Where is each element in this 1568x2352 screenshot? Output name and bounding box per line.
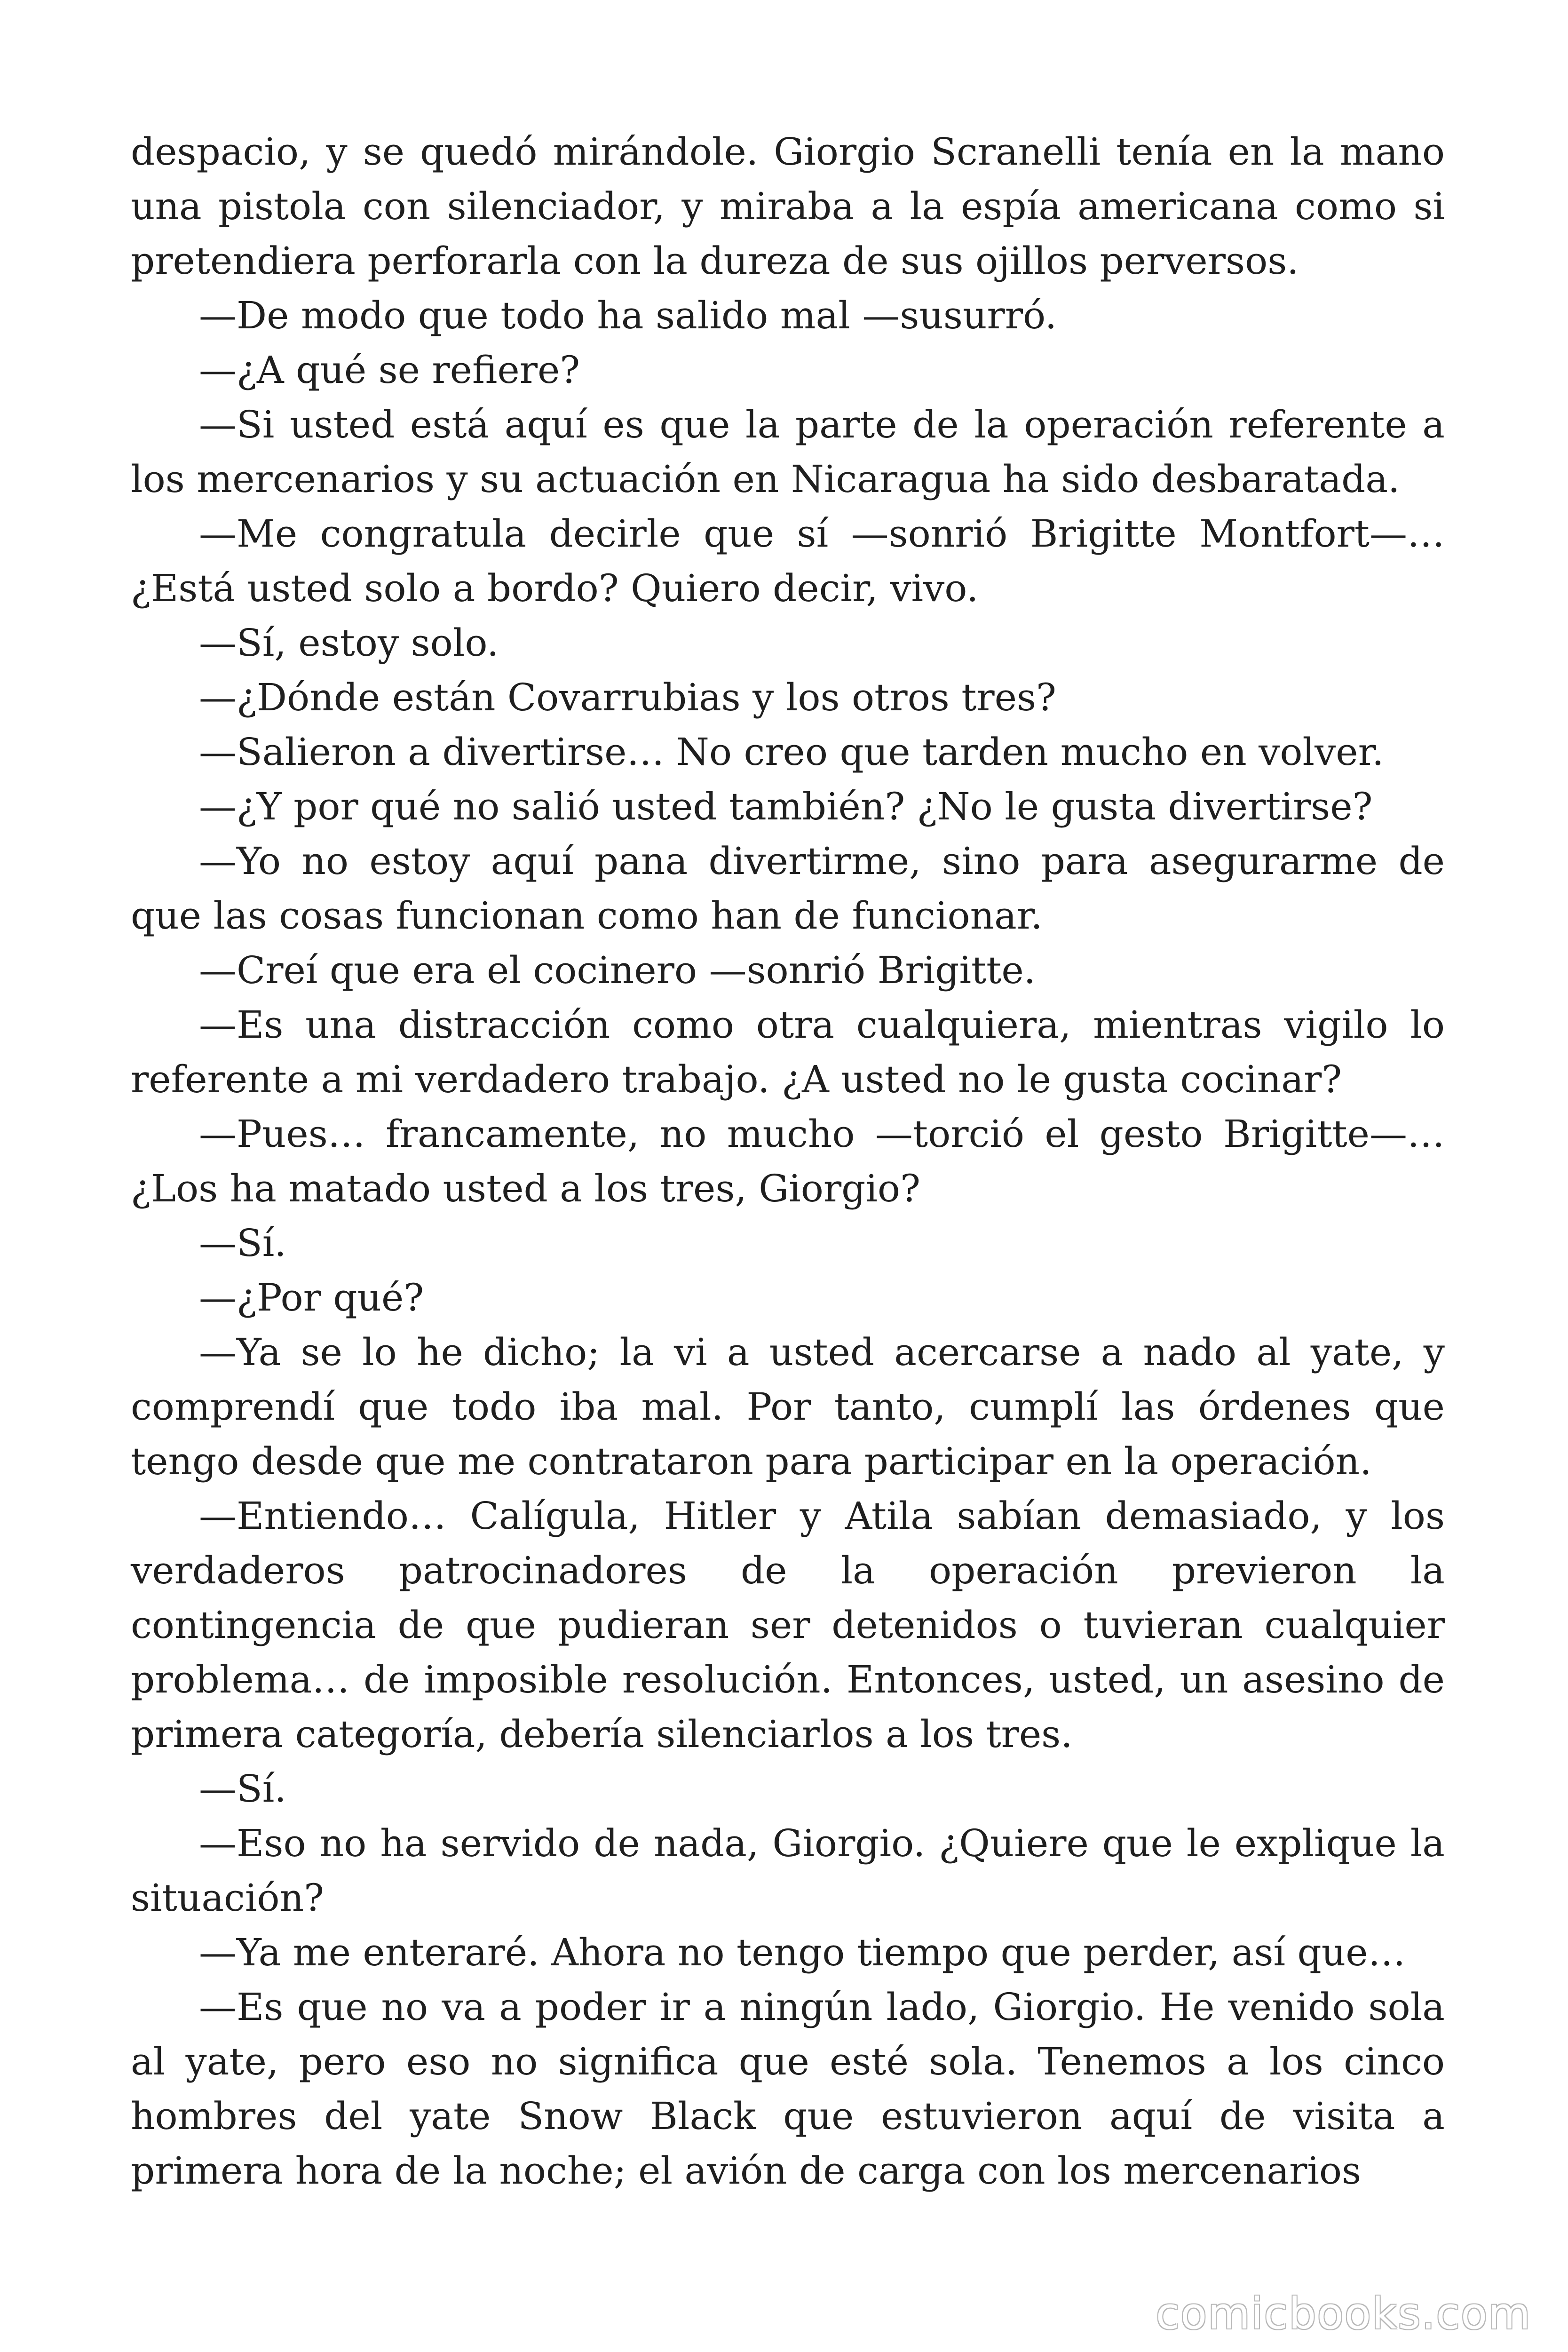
watermark: comicbooks.com	[1156, 2288, 1531, 2339]
paragraph-13: —Pues… francamente, no mucho —torció el gesto Brigitte—… ¿Los ha matado usted a los tres, Giorgio?	[131, 1112, 1445, 1210]
paragraph-12: —Es una distracción como otra cualquiera, mientras vigilo lo referente a mi verdadero trabajo. ¿A usted no le gusta cocinar?	[131, 1003, 1445, 1101]
paragraph-15: —¿Por qué?	[199, 1276, 424, 1319]
paragraph-08: —Salieron a divertirse… No creo que tarden mucho en volver.	[199, 730, 1384, 774]
paragraph-11: —Creí que era el cocinero —sonrió Brigitte.	[199, 948, 1036, 992]
paragraph-04: —Si usted está aquí es que la parte de la operación referente a los mercenarios y su actuación en Nicaragua ha sido desbaratada.	[131, 403, 1445, 501]
paragraph-20: —Ya me enteraré. Ahora no tengo tiempo que perder, así que…	[199, 1931, 1406, 1974]
paragraph-16: —Ya se lo he dicho; la vi a usted acercarse a nado al yate, y comprendí que todo iba mal. Por tanto, cumplí las órdenes que tengo desde que me contrataron para participar en la operación.	[131, 1330, 1445, 1483]
paragraph-17: —Entiendo… Calígula, Hitler y Atila sabían demasiado, y los verdaderos patrocinadores de la operación previeron la contingencia de que pudieran ser detenidos o tuvieran cualquier problema… de imposible resolución. Entonces, usted, un asesino de primera categoría, debería silenciarlos a los tres.	[131, 1494, 1445, 1756]
paragraph-07: —¿Dónde están Covarrubias y los otros tres?	[199, 675, 1056, 719]
paragraph-01: despacio, y se quedó mirándole. Giorgio Scranelli tenía en la mano una pistola con silenciador, y miraba a la espía americana como si pretendiera perforarla con la dureza de sus ojillos perversos.	[131, 130, 1445, 283]
paragraph-06: —Sí, estoy solo.	[199, 621, 499, 665]
paragraph-05: —Me congratula decirle que sí —sonrió Brigitte Montfort—… ¿Está usted solo a bordo? Quiero decir, vivo.	[131, 512, 1445, 610]
paragraph-21: —Es que no va a poder ir a ningún lado, Giorgio. He venido sola al yate, pero eso no significa que esté sola. Tenemos a los cinco hombres del yate Snow Black que estuvieron aquí de visita a primera hora de la noche; el avión de carga con los mercenarios	[131, 1985, 1445, 2193]
paragraph-10: —Yo no estoy aquí pana divertirme, sino para asegurarme de que las cosas funcionan como han de funcionar.	[131, 839, 1445, 938]
paragraph-19: —Eso no ha servido de nada, Giorgio. ¿Quiere que le explique la situación?	[131, 1821, 1445, 1920]
paragraph-14: —Sí.	[199, 1221, 286, 1265]
page-text	[131, 125, 1445, 2198]
paragraph-09: —¿Y por qué no salió usted también? ¿No le gusta divertirse?	[199, 785, 1373, 828]
paragraph-02: —De modo que todo ha salido mal —susurró.	[199, 294, 1057, 337]
paragraph-03: —¿A qué se refiere?	[199, 348, 580, 392]
paragraph-18: —Sí.	[199, 1767, 286, 1811]
